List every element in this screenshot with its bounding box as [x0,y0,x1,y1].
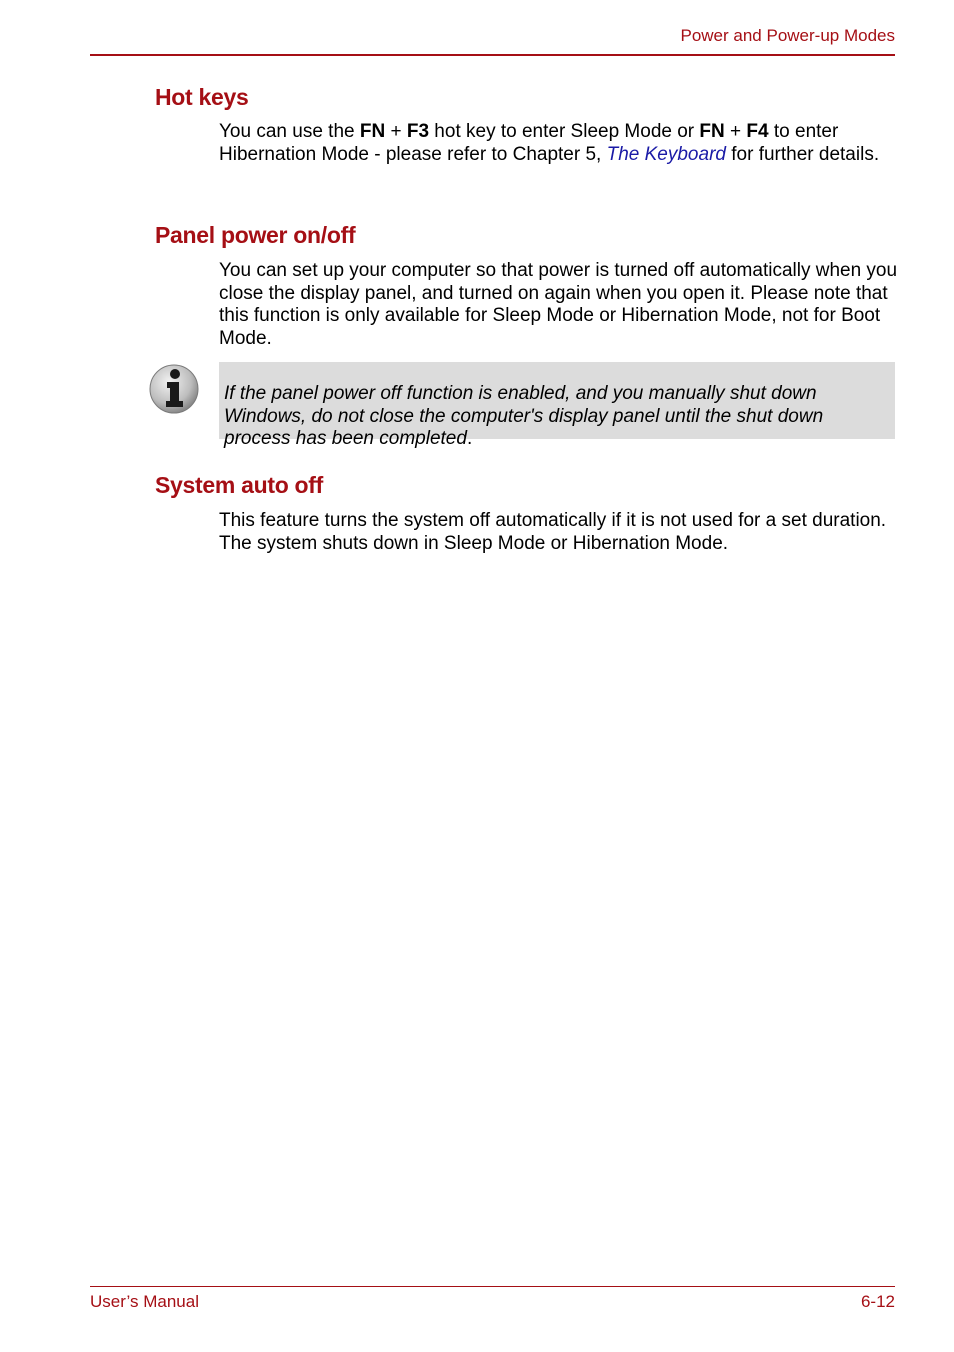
note-text [224,383,884,451]
note-end: . [466,428,473,450]
text: to enter Hibernation Mode - please refer to Chapter 5, [219,121,839,165]
key-fn: FN [359,121,386,142]
info-icon [148,363,200,415]
note-box [219,362,895,450]
key-f4: F4 [746,121,769,142]
note-body: If the panel power off function is enabled, and you manually shut down Windows, do not close the computer's display panel until the shut down process has been completed [224,383,824,450]
text: You can use the [219,121,360,142]
keyboard-chapter-link[interactable]: The Keyboard [606,143,726,165]
footer-rule [90,1286,895,1287]
text: for further details. [725,143,880,165]
system-auto-off-paragraph: This feature turns the system off automatically if it is not used for a set duration. The system shuts down in Sleep Mode or Hibernation Mode. [219,510,887,554]
section-heading-panel-power: Panel power on/off [155,222,356,248]
text: + [724,121,747,142]
section-heading-system-auto-off: System auto off [155,472,324,498]
section-heading-hot-keys: Hot keys [155,84,249,110]
key-fn: FN [699,121,725,142]
footer-manual-title: User’s Manual [90,1292,199,1311]
text: hot key to enter Sleep Mode or [429,121,700,142]
hot-keys-paragraph [219,121,899,166]
header-rule [90,54,895,56]
text: + [385,121,407,142]
header-title: Power and Power-up Modes [680,26,895,45]
panel-power-paragraph: You can set up your computer so that power is turned off automatically when you close the display panel, and turned on again when you open it. Please note that this function is only available for Sleep Mode or Hibernation Mode, not for Boot Mode. [219,260,898,350]
key-f3: F3 [406,121,430,142]
page-number: 6-12 [860,1292,895,1311]
